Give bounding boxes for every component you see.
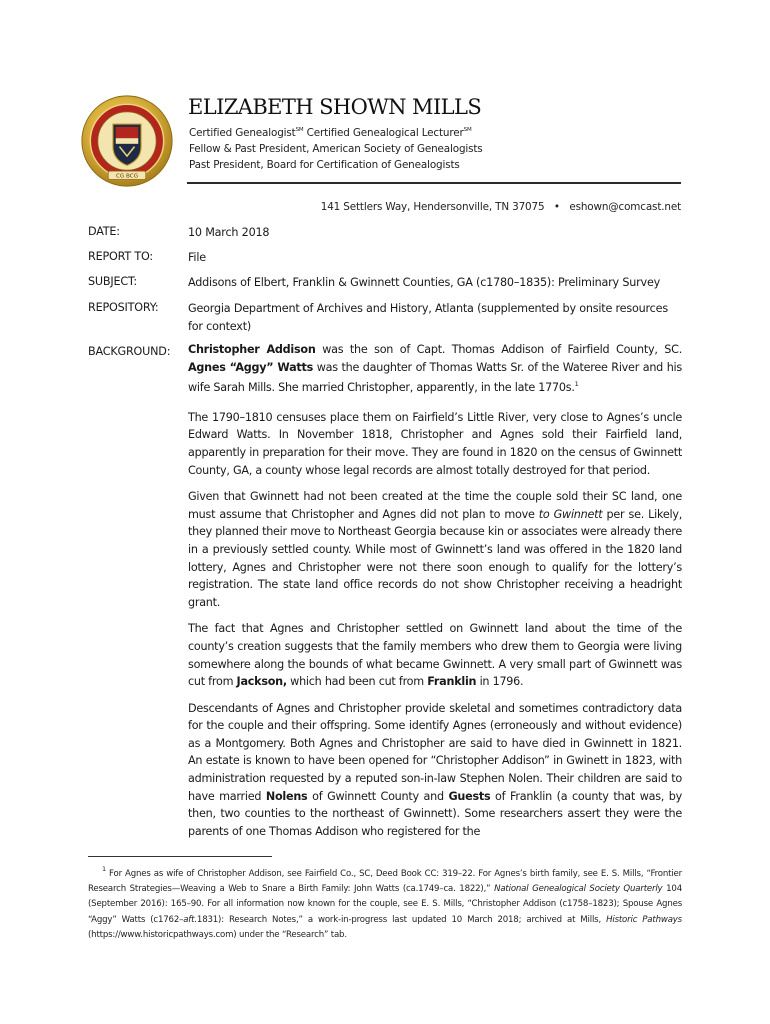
paragraph-5: Descendants of Agnes and Christopher provide skeletal and sometimes contradictory data for the couple and their offspring. Some identify Agnes (erroneously and without evidence) as a Montgomery. Both Agnes and Christopher are said to have died in Gwinnett in 1821. An estate is known to have been opened for “Christopher Addison” in Gwinett in 1823, with administration requested by a reputed son-in-law Stephen Nolen. Their children are said to have married Nolens of Gwinnett County and Guests of Franklin (a county that was, by then, two counties to the northeast of Gwinnett). Some researchers assert they were the parents of one Thomas Addison who registered for the	[188, 701, 682, 838]
report-to-value: File	[188, 251, 206, 264]
background-body	[188, 341, 682, 840]
credentials-line-3: Past President, Board for Certification of Genealogists	[189, 159, 460, 171]
subject-label: SUBJECT:	[88, 275, 137, 288]
paragraph-3: Given that Gwinnett had not been created at the time the couple sold their SC land, one must assume that Christopher and Agnes did not plan to move to Gwinnett per se. Likely, they planned their move to Northeast Georgia because kin or associates were already there in a previously settled county. While most of Gwinnett’s land was offered in the 1820 land lottery, Agnes and Christopher were not there soon enough to qualify for the lottery’s registration. The state land office records do not show Christopher receiving a headright grant.	[188, 490, 683, 609]
bcg-seal-logo	[80, 94, 174, 188]
email-link[interactable]: eshown@comcast.net	[569, 201, 681, 213]
repository-label: REPOSITORY:	[88, 301, 159, 314]
footnote-ref[interactable]: 1	[574, 380, 579, 389]
footnote-divider	[88, 856, 272, 857]
contact-line: 141 Settlers Way, Hendersonville, TN 37075 • eshown@comcast.net	[320, 201, 681, 213]
report-to-label: REPORT TO:	[88, 250, 153, 263]
letterhead-divider	[187, 182, 681, 184]
paragraph-4: The fact that Agnes and Christopher settled on Gwinnett land about the time of the county’s creation suggests that the family members who drew them to Georgia were living somewhere along the bounds of what became Gwinnett. A very small part of Gwinnett was cut from Jackson, which had been cut from Franklin in 1796.	[188, 622, 682, 689]
paragraph-1: Christopher Addison was the son of Capt. Thomas Addison of Fairfield County, SC. Agnes “Aggy” Watts was the daughter of Thomas Watts Sr. of the Wateree River and his wife Sarah Mills. She married Christopher, apparently, in the late 1770s.$^1$	[188, 343, 682, 395]
date-label: DATE:	[88, 225, 120, 238]
repository-value: Georgia Department of Archives and History, Atlanta (supplemented by onsite resources for context)	[188, 302, 668, 333]
subject-value: Addisons of Elbert, Franklin & Gwinnett Counties, GA (c1780–1835): Preliminary Survey	[188, 276, 661, 289]
credentials-line-2: Fellow & Past President, American Society of Genealogists	[189, 143, 483, 155]
footnote-1: $^1$ For Agnes as wife of Christopher Addison, see Fairfield Co., SC, Deed Book CC: 319–22. For Agnes’s birth family, see E. S. Mills, “Frontier Research Strategies—Weaving a Web to Snare a Birth Family: John Watts (ca.1749–ca. 1822),” National Genealogical Society Quarterly 104 (September 2016): 165–90. For all information now known for the couple, see E. S. Mills, “Christopher Addison (c1758–1823); Spouse Agnes “Aggy” Watts (c1762–aft.1831): Research Notes,” a work-in-progress last updated 10 March 2018; archived at Mills, Historic Pathways (https://www.historicpathways.com) under the “Research” tab.	[88, 865, 682, 940]
author-name: ELIZABETH SHOWN MILLS	[188, 95, 482, 119]
credentials-line-1: Certified Genealogist℠ Certified Genealogical Lecturer℠	[189, 127, 472, 139]
background-label: BACKGROUND:	[88, 345, 171, 358]
paragraph-2: The 1790–1810 censuses place them on Fairfield’s Little River, very close to Agnes’s uncle Edward Watts. In November 1818, Christopher and Agnes sold their Fairfield land, apparently in preparation for their move. They are found in 1820 on the census of Gwinnett County, GA, a county whose legal records are almost totally destroyed for that period.	[188, 410, 682, 477]
seal-motto: CG BCG	[115, 173, 139, 180]
date-value: 10 March 2018	[188, 226, 270, 239]
